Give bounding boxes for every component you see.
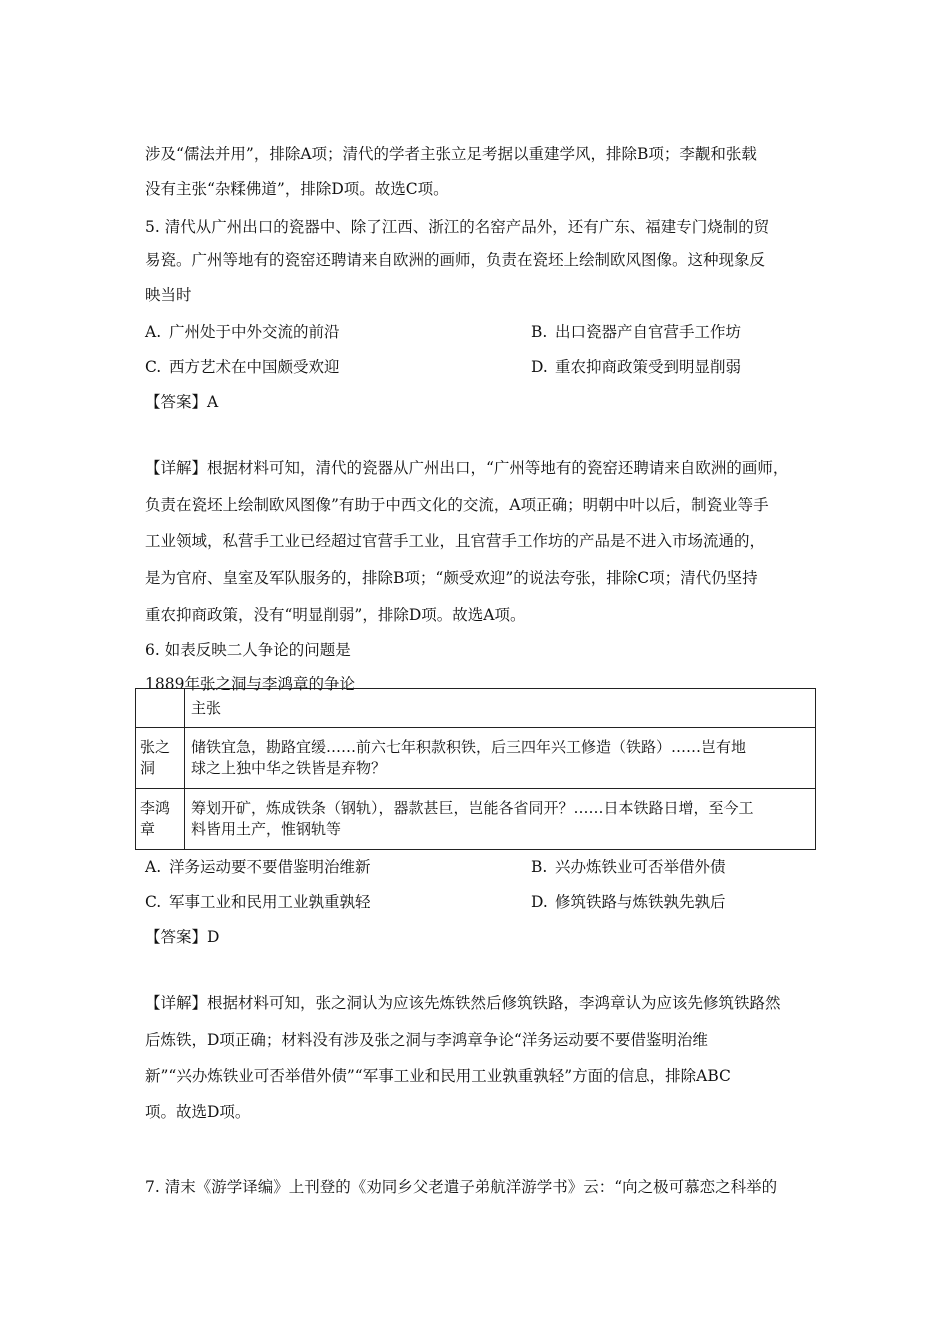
q5-option-c — [145, 357, 340, 377]
option-text: 军事工业和民用工业孰重孰轻 — [169, 893, 371, 911]
q6-explanation: 项。故选D项。 — [145, 1103, 251, 1121]
speaker-name: 洞 — [140, 759, 156, 777]
q6-answer: 【答案】D — [145, 928, 220, 946]
argument-line: 筹划开矿，炼成铁条（钢轨），器款甚巨，岂能各省同开？……日本铁路日增，至今工 — [191, 799, 754, 817]
argument-line: 储铁宜急，勘路宜缓……前六七年积款积铁，后三四年兴工修造（铁路）……岂有地 — [191, 738, 747, 756]
option-text: 西方艺术在中国颇受欢迎 — [169, 358, 340, 376]
q5-option-b — [531, 322, 741, 342]
paragraph-line: 涉及“儒法并用”，排除A项；清代的学者主张立足考据以重建学风，排除B项；李觏和张载 — [145, 145, 757, 163]
q5-explanation: 负责在瓷坯上绘制欧风图像”有助于中西文化的交流，A项正确；明朝中叶以后，制瓷业等手 — [145, 496, 769, 514]
paragraph-line: 没有主张“杂糅佛道”，排除D项。故选C项。 — [145, 180, 449, 198]
table-header-row — [136, 689, 816, 728]
option-text: 修筑铁路与炼铁孰先孰后 — [555, 893, 726, 911]
q6-option-b — [531, 857, 726, 877]
speaker-name: 章 — [140, 820, 156, 838]
argument-line: 球之上独中华之铁皆是弃物？ — [191, 759, 387, 777]
q6-explanation: 后炼铁，D项正确；材料没有涉及张之洞与李鸿章争论“洋务运动要不要借鉴明治维 — [145, 1031, 708, 1049]
argument-line: 料皆用土产，惟钢轨等 — [191, 820, 342, 838]
question-5-stem: 易瓷。广州等地有的瓷窑还聘请来自欧洲的画师，负责在瓷坯上绘制欧风图像。这种现象反 — [145, 251, 766, 269]
table-row — [136, 728, 816, 789]
option-letter: C. — [145, 893, 162, 911]
speaker-name: 张之 — [140, 738, 171, 756]
q5-explanation: 【详解】根据材料可知，清代的瓷器从广州出口，“广州等地有的瓷窑还聘请来自欧洲的画师， — [145, 459, 789, 477]
table-caption: 1889年张之洞与李鸿章的争论 — [145, 675, 355, 693]
q6-option-a — [145, 857, 371, 877]
q5-answer: 【答案】A — [145, 393, 219, 411]
q6-explanation: 【详解】根据材料可知，张之洞认为应该先炼铁然后修筑铁路，李鸿章认为应该先修筑铁路然 — [145, 994, 781, 1012]
q5-explanation: 重农抑商政策，没有“明显削弱”，排除D项。故选A项。 — [145, 606, 526, 624]
table-header-cell: 主张 — [185, 689, 816, 728]
table-corner-cell — [136, 689, 185, 728]
q5-option-d — [531, 357, 741, 377]
option-letter: D. — [531, 358, 548, 376]
option-text: 出口瓷器产自官营手工作坊 — [555, 323, 742, 341]
q5-explanation: 是为官府、皇室及军队服务的，排除B项；“颇受欢迎”的说法夸张，排除C项；清代仍坚持 — [145, 569, 758, 587]
option-text: 广州处于中外交流的前沿 — [169, 323, 340, 341]
option-letter: B. — [531, 858, 548, 876]
q6-option-d — [531, 892, 726, 912]
question-7-stem: 7. 清末《游学译编》上刊登的《劝同乡父老遣子弟航洋游学书》云：“向之极可慕恋之科举的 — [145, 1178, 778, 1196]
q5-option-a — [145, 322, 340, 342]
argument-cell — [185, 728, 816, 789]
question-5-stem: 映当时 — [145, 286, 192, 304]
question-5-stem: 5. 清代从广州出口的瓷器中、除了江西、浙江的名窑产品外，还有广东、福建专门烧制的贸 — [145, 218, 770, 236]
q6-option-c — [145, 892, 371, 912]
table-row — [136, 789, 816, 850]
option-letter: A. — [145, 858, 162, 876]
option-letter: C. — [145, 358, 162, 376]
debate-table — [135, 688, 816, 850]
option-letter: B. — [531, 323, 548, 341]
argument-cell — [185, 789, 816, 850]
question-6-stem: 6. 如表反映二人争论的问题是 — [145, 641, 351, 659]
option-letter: A. — [145, 323, 162, 341]
option-text: 重农抑商政策受到明显削弱 — [555, 358, 742, 376]
option-text: 洋务运动要不要借鉴明治维新 — [169, 858, 371, 876]
q6-explanation: 新”“兴办炼铁业可否举借外债”“军事工业和民用工业孰重孰轻”方面的信息，排除ABC — [145, 1067, 731, 1085]
option-text: 兴办炼铁业可否举借外债 — [555, 858, 726, 876]
option-letter: D. — [531, 893, 548, 911]
q5-explanation: 工业领域，私营手工业已经超过官营手工业，且官营手工作坊的产品是不进入市场流通的， — [145, 532, 766, 550]
speaker-name: 李鸿 — [140, 799, 171, 817]
speaker-cell — [136, 728, 185, 789]
speaker-cell — [136, 789, 185, 850]
